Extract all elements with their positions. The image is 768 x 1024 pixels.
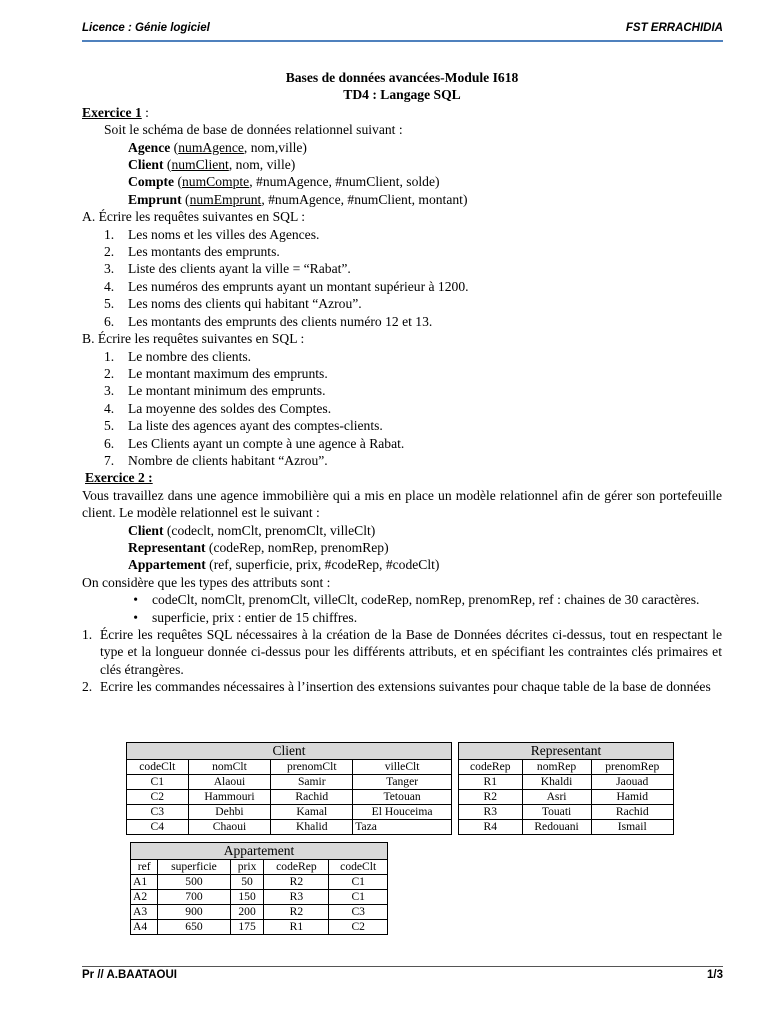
relation-open: ( <box>181 191 190 207</box>
list-item <box>82 295 722 312</box>
item-number: 2. <box>104 244 115 260</box>
exercise-1-heading: Exercice 1 : <box>82 104 149 120</box>
table-cell: Khaldi <box>522 775 591 790</box>
column-header: villeClt <box>353 760 452 775</box>
primary-key: numAgence <box>178 139 244 155</box>
table-caption: Client <box>127 743 452 760</box>
table-row <box>131 905 388 920</box>
table-cell: Redouani <box>522 820 591 835</box>
table-cell: Ismail <box>591 820 673 835</box>
table-cell: Taza <box>353 820 452 835</box>
relation-name: Client <box>128 157 164 173</box>
table-cell: 700 <box>158 890 230 905</box>
item-number: 5. <box>104 418 115 434</box>
table-caption: Appartement <box>131 843 388 860</box>
footer-author: Pr // A.BAATAOUI <box>82 969 177 981</box>
table-cell: Chaoui <box>188 820 271 835</box>
item-text: Le montant minimum des emprunts. <box>128 383 326 399</box>
types-bullets <box>82 591 722 626</box>
relation-name: Compte <box>128 174 175 190</box>
section-a-heading: A. Écrire les requêtes suivantes en SQL : <box>82 209 305 225</box>
item-number: 7. <box>104 452 115 468</box>
doc-subtitle: TD4 : Langage SQL <box>343 87 461 103</box>
table-row <box>131 920 388 935</box>
item-text: Les numéros des emprunts ayant un montant supérieur à 1200. <box>128 278 469 294</box>
schema-relation <box>82 522 722 539</box>
header-course: Licence : Génie logiciel <box>82 22 210 34</box>
section-a-list <box>82 226 722 330</box>
header-rule <box>82 40 723 42</box>
schema-relation <box>82 173 722 190</box>
table-row <box>459 790 674 805</box>
exercise-2-heading: Exercice 2 : <box>85 470 153 486</box>
table-header-row <box>131 860 388 875</box>
list-item <box>82 226 722 243</box>
table-caption: Representant <box>459 743 674 760</box>
table-cell: C2 <box>329 920 388 935</box>
item-text: Nombre de clients habitant “Azrou”. <box>128 452 328 468</box>
table-cell: 200 <box>230 905 264 920</box>
table-cell: R3 <box>459 805 523 820</box>
table-cell: C2 <box>127 790 189 805</box>
relation-name: Appartement <box>128 557 206 573</box>
table-cell: A2 <box>131 890 158 905</box>
schema-relation <box>82 156 722 173</box>
table-cell: R2 <box>264 905 329 920</box>
item-text: Les montants des emprunts. <box>128 244 280 260</box>
item-text: Les montants des emprunts des clients numéro 12 et 13. <box>128 313 433 329</box>
item-number: 1. <box>104 226 115 242</box>
table-cell: C1 <box>329 890 388 905</box>
table-cell: C4 <box>127 820 189 835</box>
relation-attributes: (codeRep, nomRep, prenomRep) <box>205 539 389 555</box>
table-cell: Dehbi <box>188 805 271 820</box>
item-number: 4. <box>104 278 115 294</box>
table-cell: R3 <box>264 890 329 905</box>
section-b-list <box>82 348 722 470</box>
table-cell: Rachid <box>591 805 673 820</box>
table-cell: Asri <box>522 790 591 805</box>
table-cell: 175 <box>230 920 264 935</box>
table-cell: R2 <box>459 790 523 805</box>
table-row <box>131 875 388 890</box>
bullet-icon: • <box>133 609 138 625</box>
table-cell: 500 <box>158 875 230 890</box>
relation-attributes: , #numAgence, #numClient, montant) <box>261 191 468 207</box>
table-cell: Samir <box>271 775 353 790</box>
bullet-item <box>82 609 722 626</box>
column-header: nomClt <box>188 760 271 775</box>
question-2: 2. Ecrire les commandes nécessaires à l’insertion des extensions suivantes pour chaque table de la base de données <box>82 679 711 695</box>
relation-open: ( <box>170 139 179 155</box>
bullet-icon: • <box>133 592 138 608</box>
bullet-text: codeClt, nomClt, prenomClt, villeClt, codeRep, nomRep, prenomRep, ref : chaines de 30 caractères. <box>152 592 700 608</box>
relation-attributes: (ref, superficie, prix, #codeRep, #codeClt) <box>205 557 440 573</box>
table-cell: Kamal <box>271 805 353 820</box>
item-number: 6. <box>104 313 115 329</box>
table-cell: Alaoui <box>188 775 271 790</box>
table-cell: Rachid <box>271 790 353 805</box>
item-number: 1. <box>104 348 115 364</box>
table-cell: Touati <box>522 805 591 820</box>
item-number: 5. <box>104 296 115 312</box>
schema-relation <box>82 539 722 556</box>
primary-key: numCompte <box>182 174 250 190</box>
item-text: Les Clients ayant un compte à une agence à Rabat. <box>128 435 405 451</box>
table-row <box>127 775 452 790</box>
list-item <box>82 417 722 434</box>
table-row <box>127 820 452 835</box>
relation-attributes: , #numAgence, #numClient, solde) <box>249 174 440 190</box>
relation-name: Emprunt <box>128 191 182 207</box>
table-cell: A1 <box>131 875 158 890</box>
relation-attributes: (codeclt, nomClt, prenomClt, villeClt) <box>163 522 376 538</box>
table-header-row <box>127 760 452 775</box>
table-cell: El Houceima <box>353 805 452 820</box>
relation-attributes: , nom, ville) <box>228 157 296 173</box>
header-institution: FST ERRACHIDIA <box>625 22 723 34</box>
relation-open: ( <box>174 174 182 190</box>
footer-rule <box>82 966 723 967</box>
column-header: prenomRep <box>591 760 673 775</box>
page-number: 1/3 <box>707 969 723 981</box>
primary-key: numEmprunt <box>189 191 262 207</box>
list-item <box>82 313 722 330</box>
column-header: ref <box>131 860 158 875</box>
table-cell: R2 <box>264 875 329 890</box>
bullet-text: superficie, prix : entier de 15 chiffres. <box>152 609 358 625</box>
exercise-1-intro: Soit le schéma de base de données relationnel suivant : <box>104 122 403 138</box>
item-number: 3. <box>104 383 115 399</box>
exercise-2-schema <box>82 522 722 574</box>
column-header: prenomClt <box>271 760 353 775</box>
table-caption-row <box>127 743 452 760</box>
relation-name: Agence <box>128 139 171 155</box>
list-item <box>82 435 722 452</box>
relation-attributes: , nom,ville) <box>243 139 307 155</box>
table-header-row <box>459 760 674 775</box>
table-cell: C1 <box>127 775 189 790</box>
table-row <box>459 805 674 820</box>
question-1: 1. Écrire les requêtes SQL nécessaires à la création de la Base de Données décrites ci-dessus, tout en respectant le type et la longueur donnée ci-dessus pour les différents attributs, et en spécifiant les contraintes clés primaires et clés étrangères. <box>82 627 722 677</box>
client-table <box>126 742 452 835</box>
table-row <box>459 820 674 835</box>
schema-relation <box>82 556 722 573</box>
table-cell: 150 <box>230 890 264 905</box>
list-item <box>82 400 722 417</box>
relation-name: Client <box>128 522 164 538</box>
item-text: Le montant maximum des emprunts. <box>128 365 328 381</box>
table-cell: A4 <box>131 920 158 935</box>
table-cell: R1 <box>264 920 329 935</box>
table-cell: C1 <box>329 875 388 890</box>
table-row <box>131 890 388 905</box>
table-cell: C3 <box>127 805 189 820</box>
table-cell: Hammouri <box>188 790 271 805</box>
table-caption-row <box>459 743 674 760</box>
table-cell: Khalid <box>271 820 353 835</box>
page-footer <box>82 969 723 981</box>
table-row <box>127 805 452 820</box>
table-cell: A3 <box>131 905 158 920</box>
column-header: codeClt <box>329 860 388 875</box>
doc-title: Bases de données avancées-Module I618 <box>285 70 519 85</box>
list-item <box>82 278 722 295</box>
list-item <box>82 365 722 382</box>
item-number: 4. <box>104 400 115 416</box>
relation-name: Representant <box>128 539 206 555</box>
column-header: superficie <box>158 860 230 875</box>
schema-relation <box>82 139 722 156</box>
item-text: La liste des agences ayant des comptes-clients. <box>128 418 383 434</box>
list-item <box>82 243 722 260</box>
bullet-item <box>82 591 722 608</box>
column-header: codeRep <box>264 860 329 875</box>
item-number: 3. <box>104 261 115 277</box>
relation-open: ( <box>163 157 172 173</box>
section-b-heading: B. Écrire les requêtes suivantes en SQL : <box>82 331 305 347</box>
table-cell: Tetouan <box>353 790 452 805</box>
column-header: prix <box>230 860 264 875</box>
table-cell: 900 <box>158 905 230 920</box>
appartement-table <box>130 842 388 935</box>
item-text: Liste des clients ayant la ville = “Rabat”. <box>128 261 351 277</box>
table-row <box>459 775 674 790</box>
item-text: Le nombre des clients. <box>128 348 252 364</box>
table-cell: 50 <box>230 875 264 890</box>
column-header: nomRep <box>522 760 591 775</box>
exercise-1-schema <box>82 139 722 209</box>
primary-key: numClient <box>171 157 229 173</box>
table-cell: Hamid <box>591 790 673 805</box>
table-cell: Jaouad <box>591 775 673 790</box>
item-text: Les noms et les villes des Agences. <box>128 226 320 242</box>
list-item <box>82 348 722 365</box>
table-row <box>127 790 452 805</box>
item-number: 2. <box>104 365 115 381</box>
representant-table <box>458 742 674 835</box>
list-item <box>82 452 722 469</box>
item-text: Les noms des clients qui habitant “Azrou”. <box>128 296 362 312</box>
types-intro: On considère que les types des attributs sont : <box>82 574 331 590</box>
item-text: La moyenne des soldes des Comptes. <box>128 400 332 416</box>
table-cell: Tanger <box>353 775 452 790</box>
table-cell: R4 <box>459 820 523 835</box>
list-item <box>82 260 722 277</box>
table-cell: C3 <box>329 905 388 920</box>
column-header: codeClt <box>127 760 189 775</box>
document-body <box>82 69 722 696</box>
table-cell: R1 <box>459 775 523 790</box>
column-header: codeRep <box>459 760 523 775</box>
list-item <box>82 382 722 399</box>
item-number: 6. <box>104 435 115 451</box>
table-cell: 650 <box>158 920 230 935</box>
table-caption-row <box>131 843 388 860</box>
page-header <box>82 22 723 34</box>
schema-relation <box>82 191 722 208</box>
exercise-2-intro: Vous travaillez dans une agence immobilière qui a mis en place un modèle relationnel afin de gérer son portefeuille client. Le modèle relationnel est le suivant : <box>82 487 722 521</box>
